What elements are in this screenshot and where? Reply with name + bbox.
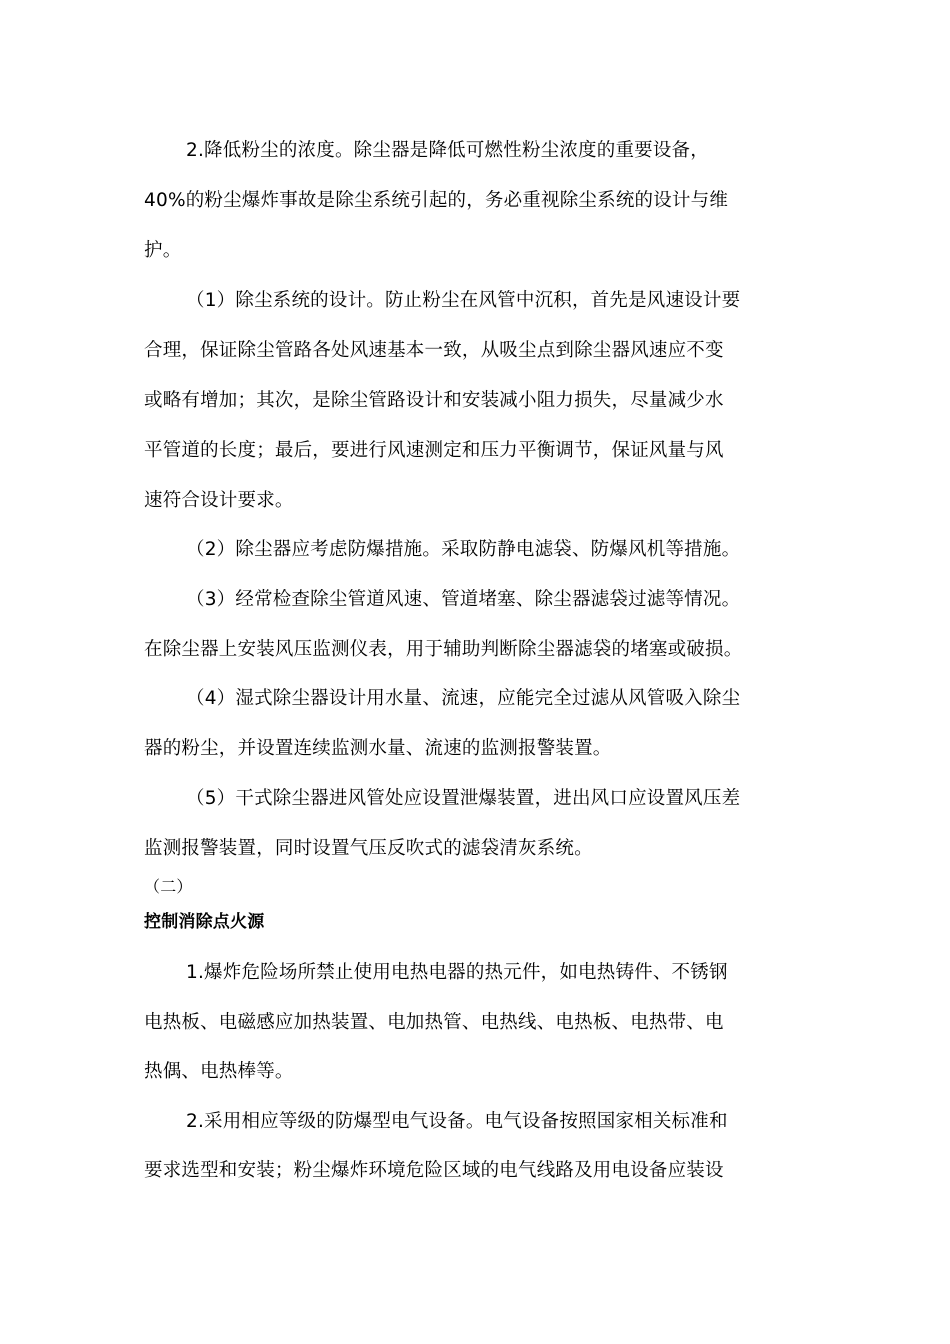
paragraph-line: 在除尘器上安装风压监测仪表，用于辅助判断除尘器滤袋的堵塞或破损。 [144,639,743,660]
paragraph-line: 监测报警装置，同时设置气压反吹式的滤袋清灰系统。 [144,838,593,859]
paragraph-line: 1.爆炸危险场所禁止使用电热电器的热元件，如电热铸件、不锈钢 [186,962,728,983]
paragraph-line: （2）除尘器应考虑防爆措施。采取防静电滤袋、防爆风机等措施。 [186,539,741,560]
paragraph-line: 或略有增加；其次，是除尘管路设计和安装减小阻力损失，尽量减少水 [144,390,724,411]
paragraph-line: （1）除尘系统的设计。防止粉尘在风管中沉积，首先是风速设计要 [186,290,741,311]
paragraph-line: 电热板、电磁感应加热装置、电加热管、电热线、电热板、电热带、电 [144,1012,724,1033]
paragraph-line: 速符合设计要求。 [144,490,294,511]
paragraph-line: 2.采用相应等级的防爆型电气设备。电气设备按照国家相关标准和 [186,1111,728,1132]
paragraph-line: 器的粉尘，并设置连续监测水量、流速的监测报警装置。 [144,738,612,759]
paragraph-line: （5）干式除尘器进风管处应设置泄爆装置，进出风口应设置风压差 [186,788,741,809]
section-heading: 控制消除点火源 [144,912,265,932]
paragraph-line: 平管道的长度；最后，要进行风速测定和压力平衡调节，保证风量与风 [144,440,724,461]
paragraph-line: 2.降低粉尘的浓度。除尘器是降低可燃性粉尘浓度的重要设备， [186,140,709,161]
paragraph-line: （4）湿式除尘器设计用水量、流速，应能完全过滤从风管吸入除尘 [186,688,741,709]
paragraph-line: 40%的粉尘爆炸事故是除尘系统引起的，务必重视除尘系统的设计与维 [144,190,729,211]
section-number: （二） [144,877,193,896]
paragraph-line: 要求选型和安装；粉尘爆炸环境危险区域的电气线路及用电设备应装设 [144,1160,724,1181]
paragraph-line: 热偶、电热棒等。 [144,1061,294,1082]
paragraph-line: 护。 [144,240,182,261]
paragraph-line: 合理，保证除尘管路各处风速基本一致，从吸尘点到除尘器风速应不变 [144,340,724,361]
paragraph-line: （3）经常检查除尘管道风速、管道堵塞、除尘器滤袋过滤等情况。 [186,589,741,610]
